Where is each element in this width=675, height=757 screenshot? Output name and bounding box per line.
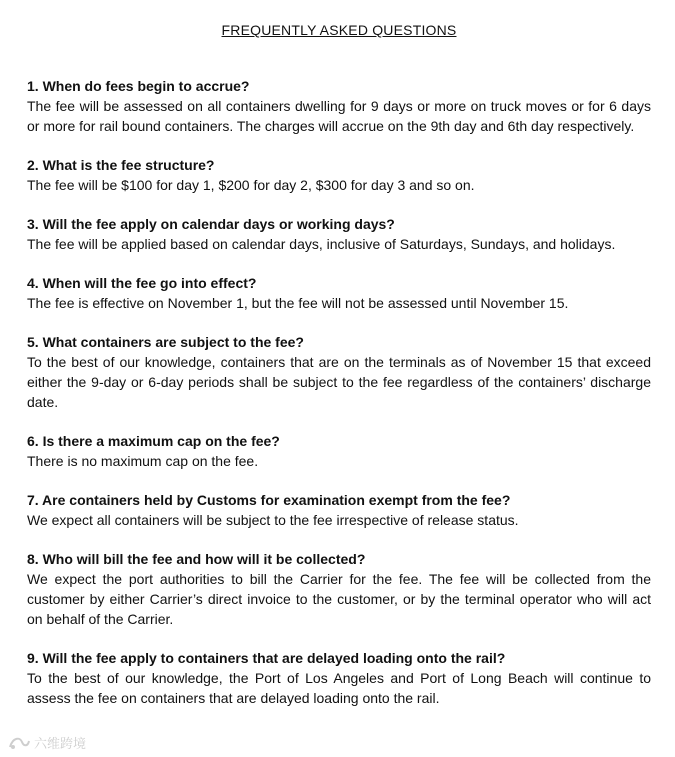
- faq-document: [27, 22, 651, 727]
- faq-item: [27, 431, 651, 471]
- faq-answer: The fee will be assessed on all containers dwelling for 9 days or more on truck moves or for 6 days or more for rail bound containers. The charges will accrue on the 9th day and 6th day respectively.: [27, 98, 651, 134]
- faq-question: 4. When will the fee go into effect?: [27, 275, 257, 291]
- faq-answer: The fee is effective on November 1, but the fee will not be assessed until November 15.: [27, 295, 569, 311]
- faq-item: [27, 332, 651, 412]
- faq-question: 7. Are containers held by Customs for examination exempt from the fee?: [27, 492, 511, 508]
- faq-item: [27, 549, 651, 629]
- faq-item: [27, 76, 651, 136]
- faq-answer: To the best of our knowledge, the Port of Los Angeles and Port of Long Beach will continue to assess the fee on containers that are delayed loading onto the rail.: [27, 670, 651, 706]
- watermark-text: 六维跨境: [34, 736, 87, 751]
- faq-item: [27, 490, 651, 530]
- faq-question: 1. When do fees begin to accrue?: [27, 78, 250, 94]
- faq-question: 5. What containers are subject to the fee?: [27, 334, 304, 350]
- faq-answer: The fee will be applied based on calendar days, inclusive of Saturdays, Sundays, and holidays.: [27, 236, 616, 252]
- faq-question: 9. Will the fee apply to containers that are delayed loading onto the rail?: [27, 650, 506, 666]
- faq-item: [27, 273, 651, 313]
- document-title: FREQUENTLY ASKED QUESTIONS: [221, 22, 457, 38]
- watermark-logo-icon: [8, 735, 30, 751]
- faq-item: [27, 214, 651, 254]
- faq-question: 6. Is there a maximum cap on the fee?: [27, 433, 280, 449]
- faq-answer: We expect the port authorities to bill the Carrier for the fee. The fee will be collected from the customer by either Carrier’s direct invoice to the customer, or by the terminal operator who will act on behalf of the Carrier.: [27, 571, 651, 627]
- faq-question: 3. Will the fee apply on calendar days or working days?: [27, 216, 395, 232]
- watermark: [8, 733, 86, 752]
- faq-item: [27, 648, 651, 708]
- faq-item: [27, 155, 651, 195]
- faq-question: 2. What is the fee structure?: [27, 157, 215, 173]
- faq-answer: We expect all containers will be subject to the fee irrespective of release status.: [27, 512, 519, 528]
- faq-answer: The fee will be $100 for day 1, $200 for day 2, $300 for day 3 and so on.: [27, 177, 475, 193]
- faq-answer: To the best of our knowledge, containers that are on the terminals as of November 15 that exceed either the 9-day or 6-day periods shall be subject to the fee regardless of the containers’ discharge date.: [27, 354, 651, 410]
- faq-answer: There is no maximum cap on the fee.: [27, 453, 259, 469]
- faq-question: 8. Who will bill the fee and how will it be collected?: [27, 551, 366, 567]
